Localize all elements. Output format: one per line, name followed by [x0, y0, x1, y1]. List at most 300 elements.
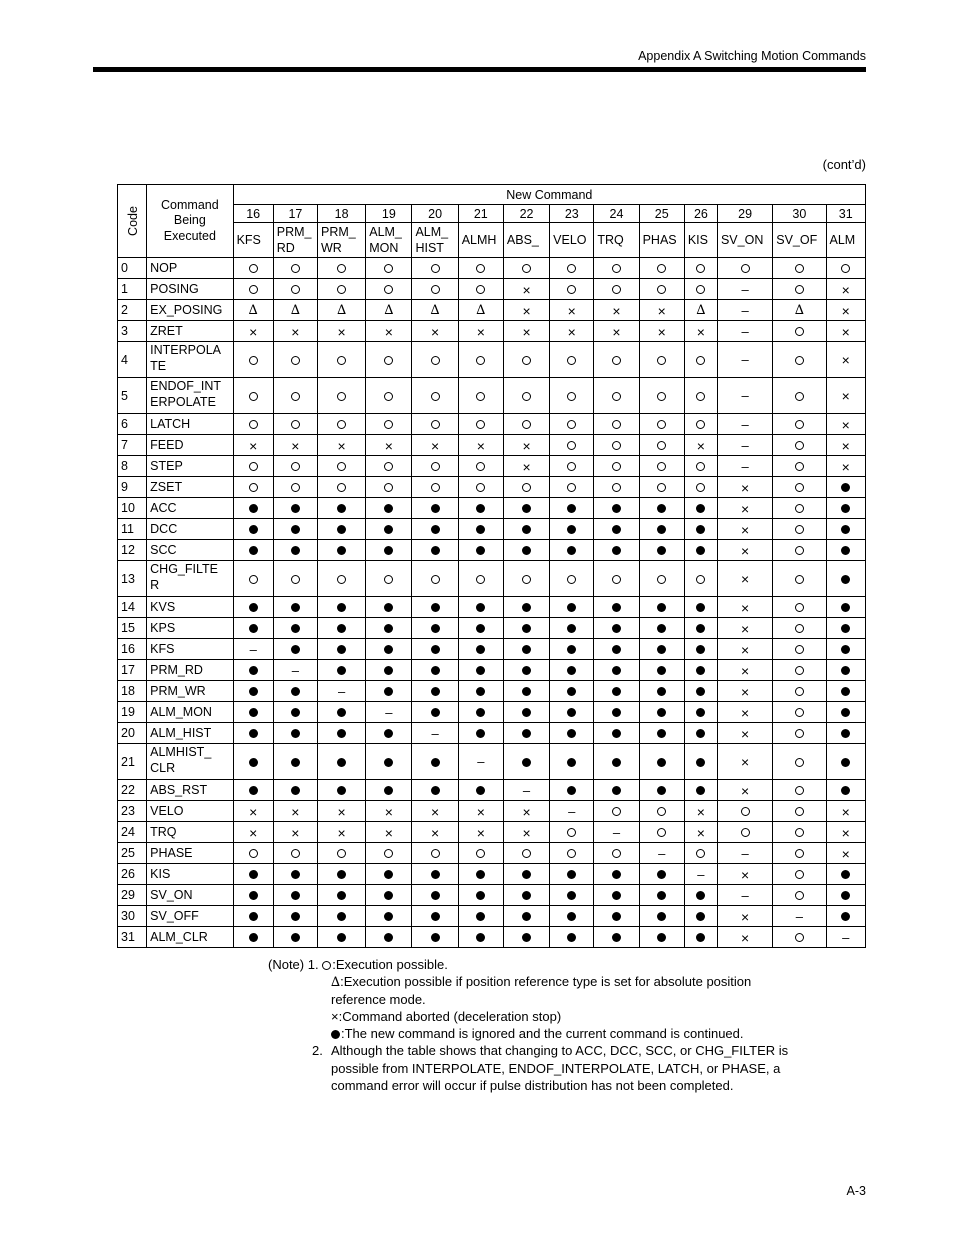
table-cell — [639, 321, 684, 342]
command-switching-table — [117, 184, 866, 948]
filled-circle-icon — [431, 624, 440, 633]
cross-icon: × — [657, 323, 666, 340]
table-cell — [458, 702, 503, 723]
new-command-header: New Command — [233, 185, 865, 205]
table-cell — [233, 801, 273, 822]
dash-icon: – — [741, 845, 749, 861]
filled-circle-icon — [657, 708, 666, 717]
table-cell — [550, 519, 594, 540]
circle-icon — [476, 392, 485, 401]
table-cell — [594, 435, 639, 456]
filled-circle-icon — [431, 645, 440, 654]
table-cell — [684, 780, 717, 801]
table-cell — [773, 681, 826, 702]
cross-icon: × — [337, 824, 346, 841]
table-cell — [594, 498, 639, 519]
filled-circle-icon — [522, 891, 531, 900]
table-cell — [717, 477, 772, 498]
table-cell — [273, 723, 317, 744]
triangle-icon: ∆ — [337, 302, 347, 318]
executing-header-word: Being — [173, 213, 206, 228]
table-cell — [412, 906, 458, 927]
table-cell — [273, 342, 317, 378]
table-cell — [773, 300, 826, 321]
circle-icon — [384, 575, 393, 584]
circle-icon — [476, 264, 485, 273]
filled-circle-icon — [657, 758, 666, 767]
table-cell — [273, 321, 317, 342]
table-cell — [594, 300, 639, 321]
table-cell — [412, 597, 458, 618]
cross-icon: × — [337, 437, 346, 454]
table-cell — [366, 927, 412, 948]
cross-icon: × — [522, 302, 531, 319]
table-cell — [318, 618, 366, 639]
table-cell — [273, 885, 317, 906]
filled-circle-icon — [291, 708, 300, 717]
table-cell — [273, 681, 317, 702]
table-cell — [684, 660, 717, 681]
table-cell — [717, 864, 772, 885]
filled-circle-icon — [431, 912, 440, 921]
table-cell — [826, 723, 865, 744]
cross-icon: × — [430, 824, 440, 841]
cross-icon: × — [291, 323, 300, 340]
note-item-cross: :Command aborted (deceleration stop) — [338, 1008, 562, 1024]
filled-circle-icon — [384, 786, 393, 795]
table-cell — [318, 597, 366, 618]
filled-circle-icon — [431, 504, 440, 513]
cross-icon: × — [841, 281, 850, 298]
filled-circle-icon — [291, 546, 300, 555]
table-cell — [318, 885, 366, 906]
table-cell — [503, 342, 549, 378]
new-command-code: 29 — [717, 205, 772, 223]
circle-icon — [476, 285, 485, 294]
row-command-name: ALM_CLR — [147, 927, 233, 948]
circle-icon — [795, 504, 804, 513]
cross-icon: × — [522, 824, 531, 841]
note-2-line-c: command error will occur if pulse distribution has not been completed. — [331, 1078, 734, 1094]
row-command-name: STEP — [147, 456, 233, 477]
filled-circle-icon — [612, 603, 621, 612]
row-command-name: ENDOF_INT ERPOLATE — [147, 378, 233, 414]
table-cell — [826, 498, 865, 519]
table-cell — [550, 780, 594, 801]
cross-icon: × — [741, 500, 750, 517]
table-cell — [458, 885, 503, 906]
circle-icon — [431, 392, 440, 401]
row-command-name: KPS — [147, 618, 233, 639]
table-cell — [594, 927, 639, 948]
table-cell — [717, 279, 772, 300]
executing-command-header — [147, 185, 233, 258]
table-cell — [773, 258, 826, 279]
circle-icon — [657, 575, 666, 584]
dash-icon: – — [741, 352, 749, 368]
filled-circle-icon — [249, 603, 258, 612]
new-command-name: ABS_ — [503, 223, 549, 258]
circle-icon — [612, 441, 621, 450]
new-command-code: 22 — [503, 205, 549, 223]
filled-circle-icon — [384, 525, 393, 534]
cross-icon: × — [841, 416, 850, 433]
filled-circle-icon — [431, 603, 440, 612]
table-cell — [594, 681, 639, 702]
table-cell — [773, 660, 826, 681]
circle-icon — [795, 462, 804, 471]
table-cell — [273, 744, 317, 780]
circle-icon — [431, 356, 440, 365]
table-row — [118, 378, 866, 414]
table-cell — [458, 843, 503, 864]
filled-circle-icon — [657, 933, 666, 942]
table-cell — [458, 864, 503, 885]
filled-circle-icon — [291, 624, 300, 633]
row-code: 18 — [118, 681, 147, 702]
table-cell — [458, 378, 503, 414]
filled-circle-icon — [612, 786, 621, 795]
circle-icon — [431, 575, 440, 584]
table-cell — [717, 561, 772, 597]
cross-icon: × — [249, 437, 258, 454]
filled-circle-icon — [249, 891, 258, 900]
filled-circle-icon — [841, 504, 850, 513]
table-cell — [550, 927, 594, 948]
table-cell — [550, 300, 594, 321]
filled-circle-icon — [696, 666, 705, 675]
table-row — [118, 519, 866, 540]
row-code: 19 — [118, 702, 147, 723]
filled-circle-icon — [696, 546, 705, 555]
table-cell — [366, 498, 412, 519]
cross-icon: × — [384, 323, 393, 340]
filled-circle-icon — [567, 729, 576, 738]
table-row — [118, 414, 866, 435]
filled-circle-icon — [841, 687, 850, 696]
table-cell — [639, 378, 684, 414]
filled-circle-icon — [522, 666, 531, 675]
new-command-name: ALM — [826, 223, 865, 258]
filled-circle-icon — [384, 912, 393, 921]
circle-icon — [741, 828, 750, 837]
circle-icon — [657, 356, 666, 365]
circle-icon — [795, 891, 804, 900]
table-row — [118, 597, 866, 618]
filled-circle-icon — [249, 912, 258, 921]
filled-circle-icon — [384, 758, 393, 767]
filled-circle-icon — [657, 624, 666, 633]
table-row — [118, 456, 866, 477]
table-cell — [717, 843, 772, 864]
cross-icon: × — [696, 803, 705, 820]
cross-icon: × — [841, 458, 850, 475]
new-command-name: KFS — [233, 223, 273, 258]
table-row — [118, 864, 866, 885]
triangle-icon: ∆ — [290, 302, 300, 318]
table-cell — [684, 378, 717, 414]
table-cell — [233, 681, 273, 702]
cross-icon: × — [741, 929, 750, 946]
table-cell — [594, 279, 639, 300]
table-cell — [412, 864, 458, 885]
table-cell — [273, 843, 317, 864]
filled-circle-icon — [696, 687, 705, 696]
filled-circle-icon — [476, 687, 485, 696]
circle-icon — [567, 441, 576, 450]
row-command-name: INTERPOLA TE — [147, 342, 233, 378]
circle-icon — [249, 392, 258, 401]
table-cell — [233, 597, 273, 618]
dash-icon: – — [741, 458, 749, 474]
new-command-name: PHAS — [639, 223, 684, 258]
filled-circle-icon — [841, 708, 850, 717]
cross-icon: × — [741, 782, 750, 799]
row-code: 4 — [118, 342, 147, 378]
table-cell — [550, 477, 594, 498]
table-cell — [550, 561, 594, 597]
cross-icon: × — [841, 352, 850, 369]
filled-circle-icon — [249, 708, 258, 717]
table-cell — [717, 378, 772, 414]
table-cell — [826, 540, 865, 561]
table-cell — [366, 321, 412, 342]
filled-circle-icon — [384, 504, 393, 513]
table-cell — [684, 864, 717, 885]
table-cell — [684, 801, 717, 822]
filled-circle-icon — [567, 603, 576, 612]
table-cell — [318, 498, 366, 519]
table-cell — [318, 321, 366, 342]
table-cell — [826, 801, 865, 822]
table-cell — [826, 618, 865, 639]
filled-circle-icon — [476, 624, 485, 633]
table-cell — [639, 561, 684, 597]
circle-icon — [657, 807, 666, 816]
circle-icon — [795, 392, 804, 401]
table-cell — [684, 258, 717, 279]
table-cell — [773, 519, 826, 540]
new-command-name: PRM_ WR — [318, 223, 366, 258]
circle-icon — [567, 285, 576, 294]
circle-icon — [795, 441, 804, 450]
circle-icon — [522, 420, 531, 429]
circle-icon — [431, 285, 440, 294]
triangle-icon: ∆ — [794, 302, 804, 318]
new-command-code: 17 — [273, 205, 317, 223]
filled-circle-icon — [291, 645, 300, 654]
table-cell — [273, 279, 317, 300]
circle-icon — [431, 420, 440, 429]
cross-icon: × — [657, 302, 666, 319]
table-cell — [318, 681, 366, 702]
table-cell — [233, 435, 273, 456]
filled-circle-icon — [696, 624, 705, 633]
circle-icon — [249, 462, 258, 471]
row-code: 22 — [118, 780, 147, 801]
cross-icon: × — [612, 302, 621, 319]
table-cell — [550, 744, 594, 780]
table-cell — [550, 378, 594, 414]
table-cell — [717, 681, 772, 702]
filled-circle-icon — [431, 891, 440, 900]
circle-icon — [337, 575, 346, 584]
table-cell — [273, 300, 317, 321]
circle-icon — [476, 462, 485, 471]
cross-icon: × — [522, 323, 531, 340]
cross-icon: × — [741, 725, 750, 742]
table-cell — [550, 864, 594, 885]
filled-circle-icon — [291, 603, 300, 612]
filled-circle-icon — [612, 933, 621, 942]
table-cell — [594, 378, 639, 414]
filled-circle-icon — [337, 525, 346, 534]
row-code: 24 — [118, 822, 147, 843]
table-cell — [826, 435, 865, 456]
table-cell — [233, 702, 273, 723]
filled-circle-icon — [696, 525, 705, 534]
table-cell — [594, 906, 639, 927]
circle-icon — [795, 420, 804, 429]
row-command-name: DCC — [147, 519, 233, 540]
cross-icon: × — [567, 302, 576, 319]
circle-icon — [291, 285, 300, 294]
row-code: 5 — [118, 378, 147, 414]
table-cell — [458, 456, 503, 477]
cross-icon: × — [841, 845, 850, 862]
filled-circle-icon — [384, 624, 393, 633]
filled-circle-icon — [567, 933, 576, 942]
table-row — [118, 561, 866, 597]
filled-circle-icon — [522, 546, 531, 555]
table-cell — [684, 519, 717, 540]
continued-label: (cont’d) — [822, 157, 866, 172]
filled-circle-icon — [657, 525, 666, 534]
table-cell — [594, 864, 639, 885]
note-label: (Note) 1. — [268, 957, 319, 972]
filled-circle-icon — [431, 758, 440, 767]
table-cell — [639, 435, 684, 456]
table-cell — [318, 258, 366, 279]
row-code: 29 — [118, 885, 147, 906]
header-rule — [93, 67, 866, 72]
table-cell — [318, 279, 366, 300]
filled-circle-icon — [337, 729, 346, 738]
dash-icon: – — [522, 782, 531, 798]
table-cell — [458, 435, 503, 456]
cross-icon: × — [741, 571, 750, 588]
note-2-line-b: possible from INTERPOLATE, ENDOF_INTERPOLATE, LATCH, or PHASE, a — [331, 1060, 781, 1076]
circle-icon — [657, 392, 666, 401]
circle-icon — [795, 786, 804, 795]
table-cell — [366, 681, 412, 702]
table-cell — [684, 561, 717, 597]
table-cell — [594, 801, 639, 822]
circle-icon — [249, 264, 258, 273]
cross-icon: × — [291, 803, 300, 820]
table-cell — [826, 519, 865, 540]
cross-icon: × — [522, 458, 531, 475]
table-cell — [458, 723, 503, 744]
cross-icon: × — [741, 866, 750, 883]
cross-icon: × — [476, 824, 485, 841]
circle-icon — [612, 462, 621, 471]
cross-icon: × — [841, 302, 850, 319]
circle-icon — [476, 420, 485, 429]
cross-icon: × — [741, 662, 750, 679]
row-command-name: KIS — [147, 864, 233, 885]
table-cell — [639, 702, 684, 723]
table-cell — [458, 258, 503, 279]
dash-icon: – — [741, 302, 749, 318]
table-cell — [773, 843, 826, 864]
new-command-name: SV_ON — [717, 223, 772, 258]
table-row — [118, 681, 866, 702]
circle-icon — [612, 483, 621, 492]
row-command-name: PHASE — [147, 843, 233, 864]
table-cell — [273, 597, 317, 618]
circle-icon — [795, 933, 804, 942]
table-cell — [773, 744, 826, 780]
filled-circle-icon — [384, 870, 393, 879]
table-cell — [412, 258, 458, 279]
new-command-name: SV_OF — [773, 223, 826, 258]
table-cell — [412, 702, 458, 723]
table-cell — [366, 477, 412, 498]
circle-icon — [476, 849, 485, 858]
cross-icon: × — [331, 1008, 339, 1024]
table-cell — [273, 639, 317, 660]
filled-circle-icon — [431, 546, 440, 555]
table-cell — [503, 885, 549, 906]
table-cell — [550, 618, 594, 639]
filled-circle-icon — [476, 729, 485, 738]
filled-circle-icon — [841, 912, 850, 921]
table-cell — [273, 660, 317, 681]
table-cell — [594, 258, 639, 279]
table-cell — [773, 414, 826, 435]
filled-circle-icon — [337, 624, 346, 633]
filled-circle-icon — [657, 546, 666, 555]
circle-icon — [795, 807, 804, 816]
triangle-icon: ∆ — [248, 302, 258, 318]
filled-circle-icon — [291, 758, 300, 767]
filled-circle-icon — [384, 603, 393, 612]
table-cell — [550, 279, 594, 300]
dash-icon: – — [795, 908, 803, 924]
table-cell — [366, 258, 412, 279]
table-cell — [550, 660, 594, 681]
table-cell — [550, 258, 594, 279]
row-command-name: SV_ON — [147, 885, 233, 906]
row-command-name: VELO — [147, 801, 233, 822]
table-cell — [717, 597, 772, 618]
table-cell — [273, 801, 317, 822]
table-cell — [412, 561, 458, 597]
filled-circle-icon — [331, 1030, 340, 1039]
table-cell — [412, 681, 458, 702]
circle-icon — [657, 285, 666, 294]
row-code: 0 — [118, 258, 147, 279]
table-cell — [366, 906, 412, 927]
row-code: 14 — [118, 597, 147, 618]
circle-icon — [291, 392, 300, 401]
table-row — [118, 321, 866, 342]
table-cell — [826, 864, 865, 885]
filled-circle-icon — [841, 758, 850, 767]
filled-circle-icon — [476, 708, 485, 717]
table-cell — [717, 639, 772, 660]
